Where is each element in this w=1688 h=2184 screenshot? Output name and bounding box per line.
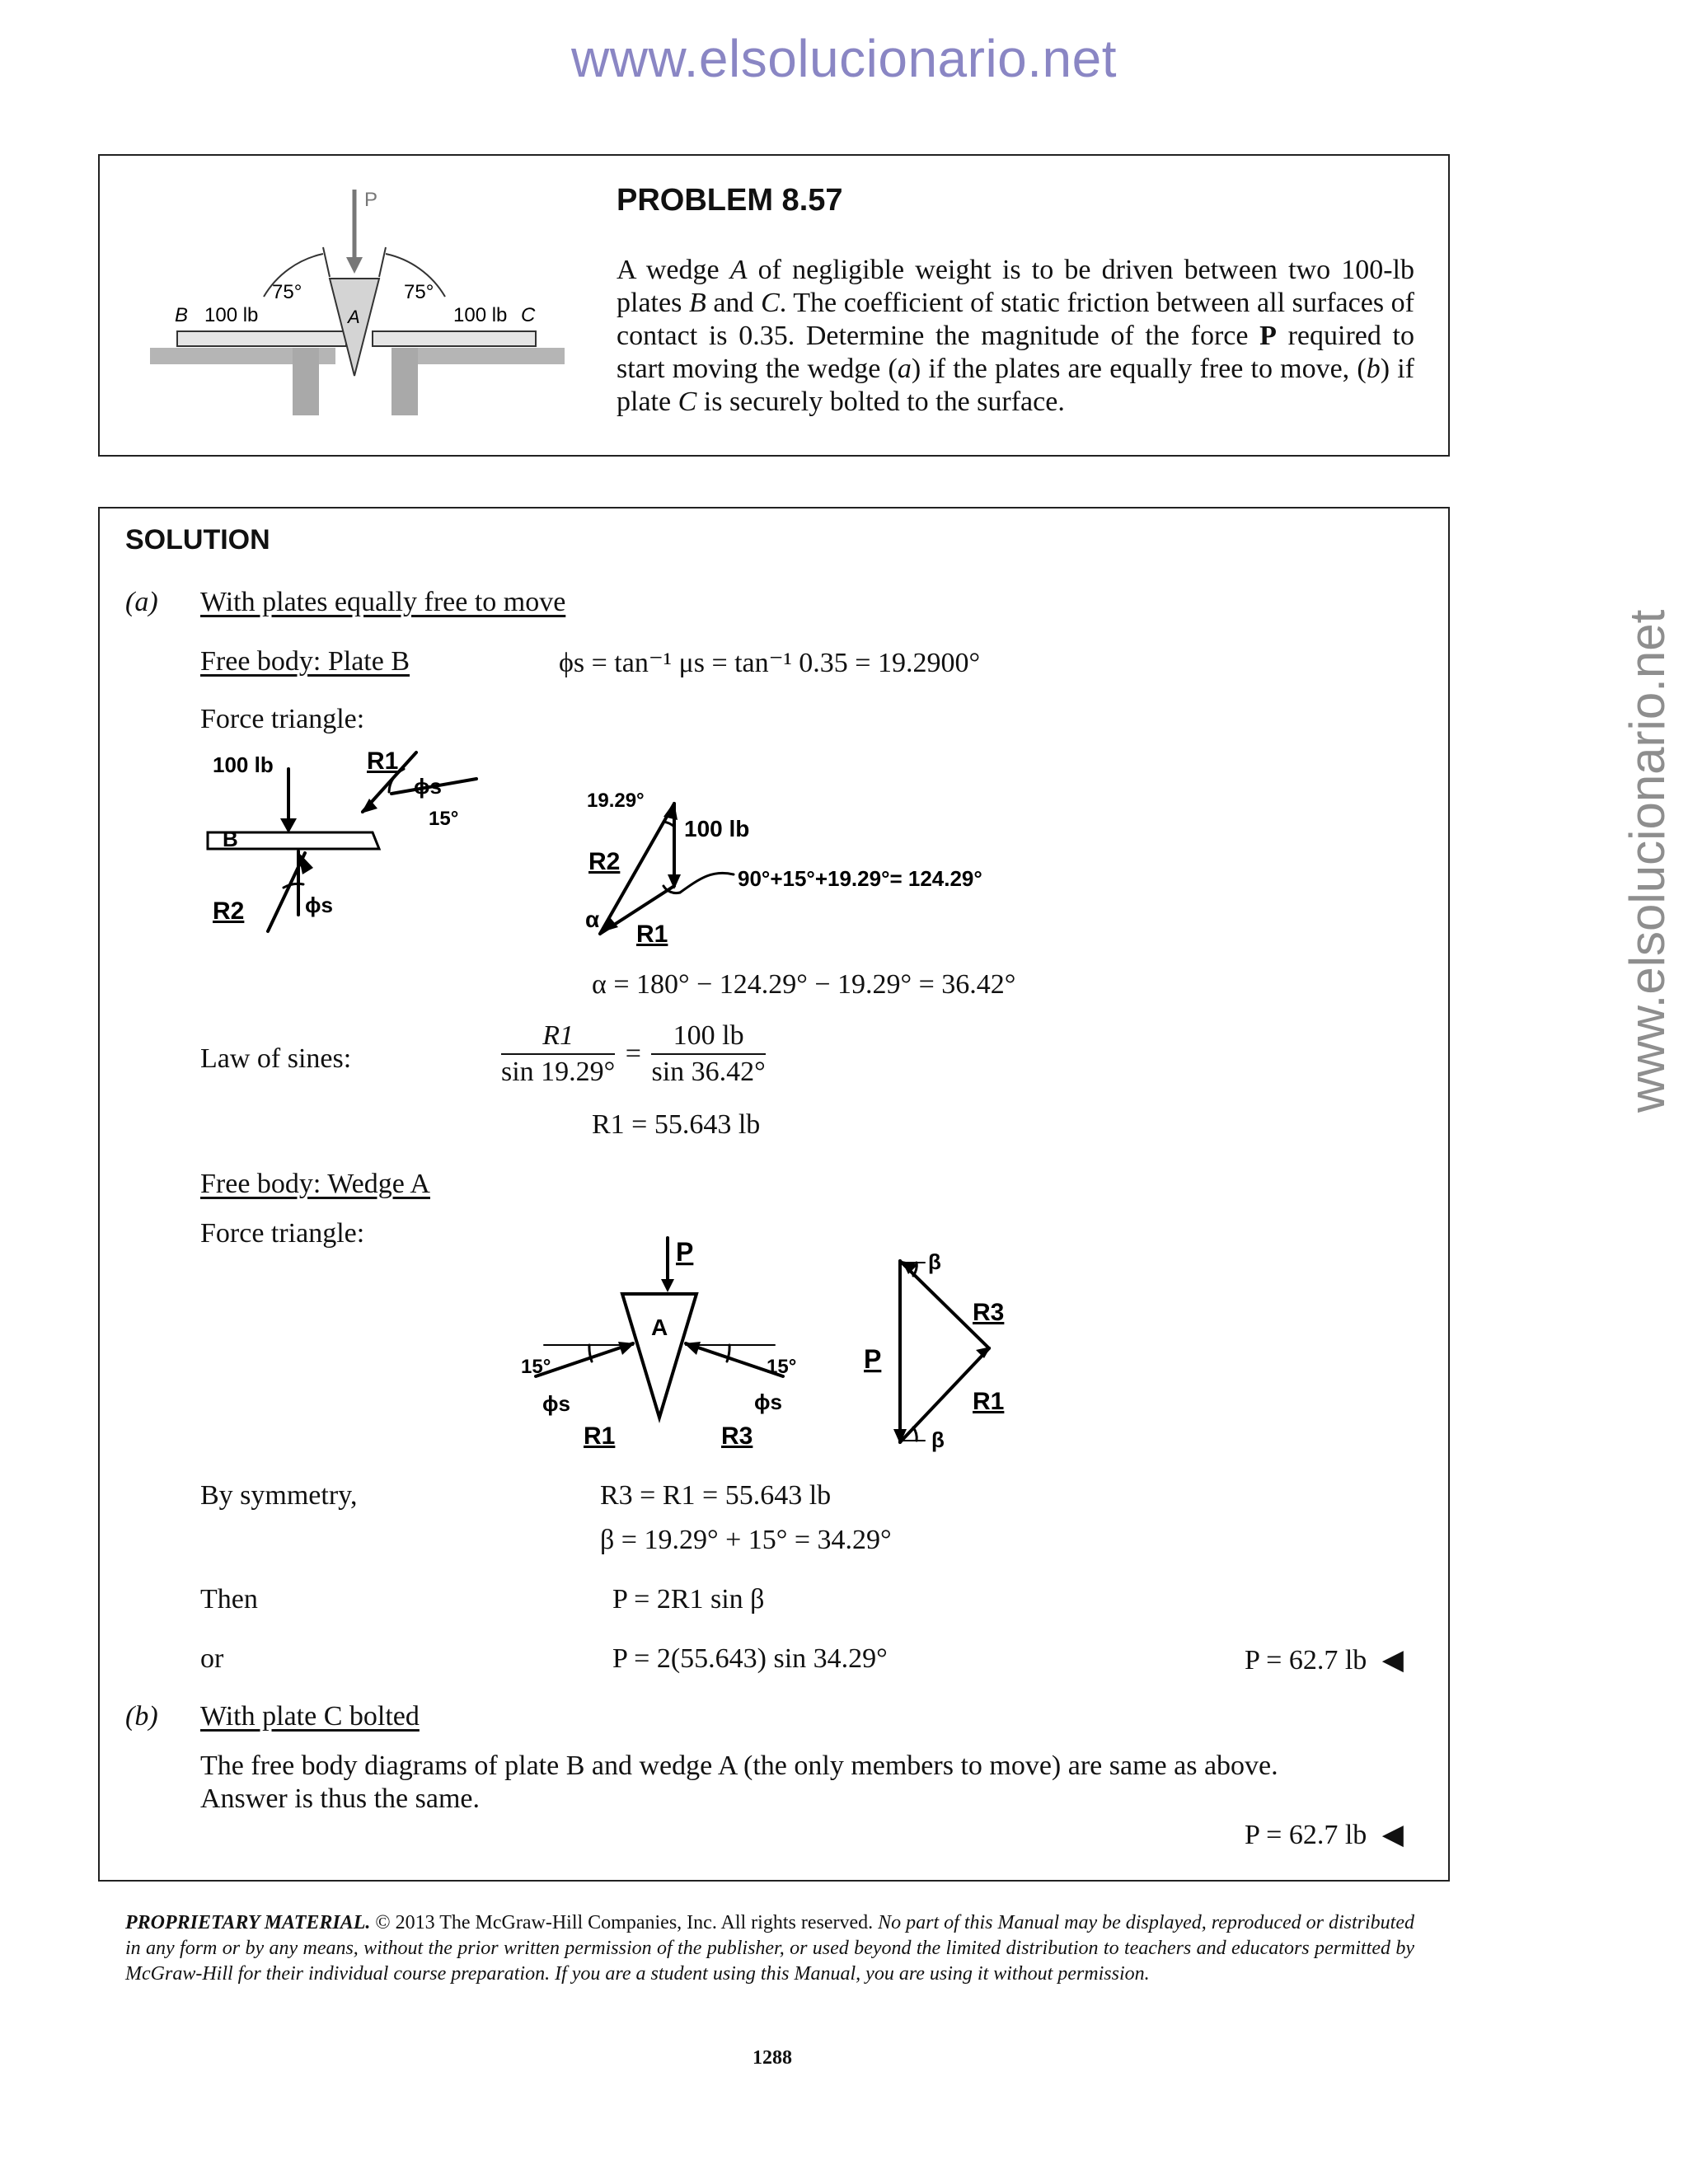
part-a-label: (a) (125, 587, 158, 617)
fb-wedge-a: Free body: Wedge A (200, 1169, 430, 1199)
wedge-a (330, 279, 379, 376)
phi-equation: ϕs = tan⁻¹ μs = tan⁻¹ 0.35 = 19.2900° (559, 648, 981, 678)
problem-statement (617, 254, 1414, 419)
stmt-part: A (729, 255, 748, 285)
fig-c-label: C (521, 304, 536, 326)
fb-plate-b: Free body: Plate B (200, 646, 410, 677)
answer-a (1245, 1643, 1404, 1676)
solution-title: SOLUTION (125, 524, 270, 555)
fraction-den: sin 36.42° (651, 1057, 766, 1087)
post-right (392, 348, 418, 415)
fig2-r2: R2 (588, 848, 621, 875)
fig3-r1: R1 (584, 1422, 616, 1450)
watermark-top: www.elsolucionario.net (571, 29, 1117, 88)
stmt-part: P (1259, 321, 1277, 351)
wedge-shape (622, 1294, 696, 1418)
footer-restriction: No part of this Manual may be displayed, reproduced or distributed in any form or by any means, without the prior written permission of the publisher, or used beyond the limited distribution to teachers and educators permitted by McGraw-Hill for their individual course preparation. If you are a student using this Manual, you are using it without permission. (125, 1912, 1414, 1985)
fig1-weight: 100 lb (213, 752, 274, 777)
fig4-beta-bot: β (931, 1427, 945, 1452)
part-b-text-2: Answer is thus the same. (200, 1783, 481, 1814)
force-triangle-label-2: Force triangle: (200, 1218, 365, 1249)
fig4-beta-top: β (928, 1249, 941, 1274)
fig1-angle: 15° (429, 808, 459, 830)
plate-b (177, 331, 346, 346)
fig3-phi-left: ϕs (542, 1391, 570, 1416)
plate-c (373, 331, 536, 346)
law-of-sines-label: Law of sines: (200, 1043, 352, 1074)
arrow-p (661, 1279, 674, 1292)
arrow-r1 (618, 1342, 635, 1355)
force-triangle-label: Force triangle: (200, 704, 365, 734)
stmt-part: ) if the plates are equally free to move, ( (911, 354, 1367, 384)
fig-angle-left: 75° (272, 281, 302, 303)
stmt-part: and (706, 288, 762, 318)
fraction-den: sin 19.29° (501, 1057, 616, 1087)
stmt-part: B (688, 288, 706, 318)
fig2-weight: 100 lb (684, 816, 750, 841)
page-number: 1288 (753, 2047, 792, 2069)
fig1-b: B (223, 827, 238, 851)
part-a-heading: With plates equally free to move (200, 587, 566, 617)
answer-marker-icon: ◀ (1381, 1645, 1404, 1675)
fraction-left (501, 1020, 615, 1088)
fig3-r3: R3 (721, 1422, 753, 1450)
fraction-right (651, 1020, 765, 1088)
fig3-phi-right: ϕs (754, 1390, 782, 1414)
fig2-note: 90°+15°+19.29°= 124.29° (738, 866, 982, 891)
footer-notice (125, 1910, 1414, 1987)
answer-b (1245, 1818, 1404, 1851)
fig4-r3: R3 (973, 1299, 1005, 1326)
fraction-num: R1 (501, 1020, 615, 1055)
answer-a-value: P = 62.7 lb (1245, 1645, 1367, 1675)
footer-copyright: © 2013 The McGraw-Hill Companies, Inc. All rights reserved. (370, 1912, 874, 1933)
fig-weight-right: 100 lb (453, 304, 508, 326)
stmt-part: C (678, 387, 697, 417)
then-label: Then (200, 1584, 258, 1615)
fig1-phi2: ϕs (305, 893, 333, 917)
arrow-r1 (361, 799, 377, 813)
fig-weight-left: 100 lb (204, 304, 259, 326)
stmt-part: is securely bolted to the surface. (696, 387, 1065, 417)
fig2-r1: R1 (636, 921, 668, 948)
stmt-part: required to start moving the wedge ( (617, 321, 1415, 384)
wedge-force-triangle (857, 1244, 1030, 1459)
law-of-sines-equation: $\frac{R1}{\sin 19.29^\circ}$ = $\frac{100 lb}{\sin 36.42^\circ}$ (501, 1020, 766, 1087)
fig3-angle-right: 15° (767, 1356, 797, 1378)
post-left (293, 348, 319, 415)
by-symmetry-label: By symmetry, (200, 1480, 358, 1511)
alpha-equation: α = 180° − 124.29° − 19.29° = 36.42° (592, 969, 1016, 1000)
stmt-part: of negligible weight is to be driven between two 100-lb plates (617, 255, 1414, 318)
fig3-p: P (676, 1237, 694, 1267)
fig1-r1: R1 (367, 748, 399, 775)
stmt-part: C (761, 288, 780, 318)
fraction-num: 100 lb (651, 1020, 765, 1055)
fig3-angle-left: 15° (521, 1356, 551, 1378)
p-arrow-head (346, 257, 363, 274)
or-label: or (200, 1643, 224, 1674)
footer-proprietary: PROPRIETARY MATERIAL. (125, 1912, 371, 1933)
wedge-a-fbd (511, 1228, 816, 1451)
fig1-phi: ϕs (414, 774, 442, 799)
stmt-part: ) if plate (617, 354, 1415, 417)
problem-figure (140, 181, 585, 429)
fig1-r2: R2 (213, 898, 245, 925)
arrow-r3 (684, 1342, 701, 1355)
beta-equation: β = 19.29° + 15° = 34.29° (600, 1525, 892, 1555)
plate-b-fbd (198, 746, 495, 944)
arrow-r1 (976, 1347, 991, 1358)
stmt-part: A wedge (617, 255, 730, 285)
problem-title: PROBLEM 8.57 (617, 183, 843, 218)
arrow-100lb (280, 818, 297, 833)
fig3-a: A (651, 1315, 668, 1340)
fig-angle-right: 75° (404, 281, 434, 303)
fig4-r1: R1 (973, 1388, 1005, 1415)
fig4-p: P (864, 1344, 882, 1374)
fig-b-label: B (175, 304, 189, 326)
stmt-part: a (897, 354, 912, 384)
symmetry-equation: R3 = R1 = 55.643 lb (600, 1480, 832, 1511)
fig-p-label: P (364, 189, 378, 211)
fig-a-label: A (348, 307, 360, 327)
stmt-part: . The coefficient of static friction between all surfaces of contact is 0.35. Determine the magnitude of the force (617, 288, 1414, 351)
answer-b-value: P = 62.7 lb (1245, 1820, 1367, 1850)
answer-marker-icon: ◀ (1381, 1820, 1404, 1850)
part-b-text-1: The free body diagrams of plate B and wedge A (the only members to move) are same as above. (200, 1750, 1278, 1781)
plate-b-force-triangle (577, 787, 1088, 960)
p-calculation: P = 2(55.643) sin 34.29° (612, 1643, 888, 1674)
r1-result: R1 = 55.643 lb (592, 1109, 761, 1140)
watermark-side: www.elsolucionario.net (1620, 609, 1675, 1113)
fig2-alpha: α (585, 907, 600, 932)
fig2-angle: 19.29° (587, 790, 645, 812)
part-b-heading: With plate C bolted (200, 1701, 420, 1732)
stmt-part: b (1366, 354, 1381, 384)
p-formula: P = 2R1 sin β (612, 1584, 765, 1615)
part-b-label: (b) (125, 1701, 158, 1732)
